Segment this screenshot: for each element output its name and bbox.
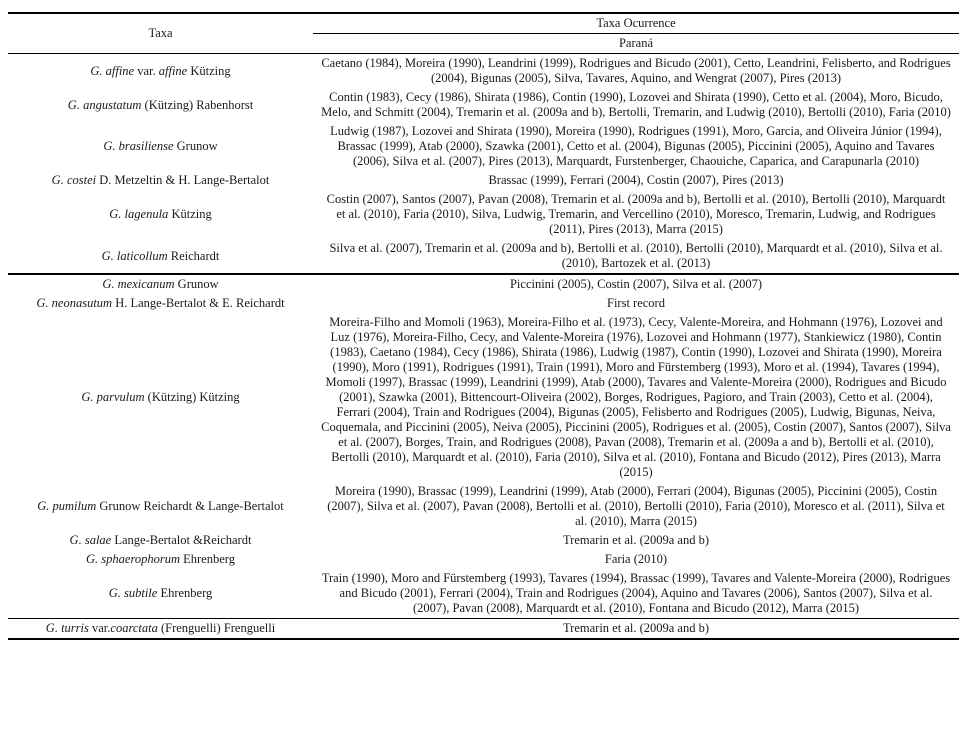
taxon-cell [8,88,313,122]
occurrence-cell: Train (1990), Moro and Fürstemberg (1993), Tavares (1994), Brassac (1999), Tavares and Valente-Moreira (2000), Rodrigues and Bicudo (2001), Ferrari (2004), Train and Rodrigues (2004), Aquino and Tavares (2006), Santos (2007), Silva et al. (2007), Pavan (2008), Marquardt et al. (2010), Fontana and Bicudo (2012), Marra (2015) [321,571,951,615]
column-subheader-region: Paraná [313,34,959,54]
taxon-author-text: Ehrenberg [180,552,235,566]
taxon-author-text: Ehrenberg [157,586,213,600]
taxon-name-italic: G. laticollum [101,248,168,263]
occurrence-cell: Ludwig (1987), Lozovei and Shirata (1990), Moreira (1990), Rodrigues (1991), Moro, Garcia, and Oliveira Júnior (1994), Brassac (1999), Atab (2000), Szawka (2001), Cetto et al. (2004), Bigunas (2005), Piccinini (2005), Aquino and Tavares (2006), Silva et al. (2007), Pires (2013), Marquardt, Furstenberger, Chaouiche, Caparica, and Carapunarla (2010) [330,124,942,168]
taxon-author-text: (Kützing) Rabenhorst [141,97,254,112]
table-row [8,619,959,640]
occurrence-cell: Tremarin et al. (2009a and b) [562,533,710,547]
taxon-cell [8,274,313,294]
table-row [8,171,959,190]
table-row [8,239,959,274]
table-header [8,13,959,54]
taxon-name-italic: G. costei [51,173,97,187]
header-row-1 [8,13,959,34]
table-row [8,190,959,239]
taxon-cell [8,569,313,619]
taxon-name-italic: G. lagenula [109,207,169,221]
occurrence-cell: Silva et al. (2007), Tremarin et al. (2009a and b), Bertolli et al. (2010), Bertolli (2010), Marquardt et al. (2010), Silva et al. (2010), Bartozek et al. (2013) [329,241,943,270]
table-row [8,294,959,313]
taxon-cell [8,122,313,171]
table-row [8,88,959,122]
taxon-author-text: H. Lange-Bertalot & E. Reichardt [112,296,285,310]
taxon-name-italic: G. subtile [108,586,158,600]
taxon-name-italic: G. salae [69,533,112,547]
taxon-author-text: Reichardt [167,248,220,263]
taxon-author-text: (Kützing) Kützing [144,390,240,404]
taxon-author-text: var. [134,63,159,78]
taxon-name-italic: G. brasiliense [103,139,174,153]
taxon-cell [8,294,313,313]
taxon-author-text: Kützing [187,63,231,78]
taxon-name-italic: G. turris [45,621,89,635]
table-row [8,482,959,531]
taxon-author-text: var. [88,621,111,635]
column-header-taxa: Taxa [8,13,313,54]
occurrence-cell: Brassac (1999), Ferrari (2004), Costin (2007), Pires (2013) [488,173,784,187]
taxon-name-italic: G. angustatum [67,97,142,112]
occurrence-cell: Caetano (1984), Moreira (1990), Leandrini (1999), Rodrigues and Bicudo (2001), Cetto, Leandrini, Felisberto, and Rodrigues (2004), Bigunas (2005), Silva, Tavares, Aquino, and Wengrat (2007), Pires (2013) [321,56,951,85]
occurrence-cell: Moreira (1990), Brassac (1999), Leandrini (1999), Atab (2000), Ferrari (2004), Bigunas (2005), Piccinini (2005), Costin (2007), Silva et al. (2007), Pavan (2008), Bertolli et al. (2010), Bertolli (2010), Faria (2010), Moresco et al. (2011), Silva et al. (2010), Marra (2015) [327,484,945,528]
table-row [8,122,959,171]
table-row [8,274,959,294]
taxon-cell [8,54,313,89]
taxon-cell [8,550,313,569]
occurrence-cell: Tremarin et al. (2009a and b) [313,619,959,640]
occurrence-cell: Piccinini (2005), Costin (2007), Silva et al. (2007) [313,274,959,294]
occurrence-cell: Costin (2007), Santos (2007), Pavan (2008), Tremarin et al. (2009a and b), Bertolli et al. (2010), Bertolli (2010), Marquardt et al. (2010), Faria (2010), Silva, Ludwig, Tremarin, and Vercellino (2010), Moresco, Tremarin, Ludwig, and Rodrigues (2011), Pires (2013), Marra (2015) [326,192,946,236]
taxon-cell [8,171,313,190]
taxon-cell [8,239,313,274]
column-header-occurrence: Taxa Ocurrence [313,13,959,34]
table-body [8,54,959,640]
occurrence-cell: Faria (2010) [604,552,668,566]
taxon-cell [8,482,313,531]
taxon-author-text: Kützing [168,207,212,221]
table-row [8,569,959,619]
taxon-name-italic: coarctata [110,621,158,635]
table-row [8,54,959,89]
taxon-cell [8,190,313,239]
taxon-author-text: Grunow [173,139,218,153]
table-row [8,531,959,550]
taxa-occurrence-table [8,12,959,640]
occurrence-cell: First record [607,296,665,310]
occurrence-cell: Moreira-Filho and Momoli (1963), Moreira-Filho et al. (1973), Cecy, Valente-Moreira, and Hohmann (1976), Lozovei and Luz (1976), Moreira-Filho, Cecy, and Valente-Moreira (1976), Lozovei and Hohmann (1977), Stankiewicz (1980), Contin (1983), Caetano (1984), Cecy (1986), Shirata (1986), Ludwig (1987), Contin (1990), Lozovei and Shirata (1990), Moreira (1990), Moro (1991), Rodrigues (1991), Train (1991), Moro and Fürstemberg (1993), Moro et al. (1994), Tavares (1994), Momoli (1997), Brassac (1999), Leandrini (1999), Atab (2000), Tavares and Valente-Moreira (2000), Rodrigues and Bicudo (2001), Szawka (2001), Bittencourt-Oliveira (2002), Borges, Rodrigues, Pagioro, and Train (2003), Cetto et al. (2004), Ferrari (2004), Train and Rodrigues (2004), Bigunas (2005), Felisberto and Rodrigues (2005), Ludwig, Bigunas, Neiva, Coquemala, and Piccinini (2005), Neiva (2005), Piccinini (2005), Rodrigues et al. (2005), Costin (2007), Santos (2007), Silva et al. (2007), Borges, Train, and Rodrigues (2008), Pavan (2008), Tremarin et al. (2009a a and b), Bertolli et al. (2010), Bertolli (2010), Marquardt et al. (2010), Faria (2010), Silva et al. (2010), Fontana and Bicudo (2012), Pires (2013), Marra (2015) [321,315,951,479]
taxon-author-text: (Frenguelli) Frenguelli [157,621,276,635]
taxon-name-italic: affine [158,63,188,78]
taxon-name-italic: G. affine [90,63,135,78]
taxon-cell [8,313,313,482]
taxon-cell [8,531,313,550]
taxon-author-text: Grunow Reichardt & Lange-Bertalot [96,499,284,513]
taxon-name-italic: G. parvulum [81,390,145,404]
taxon-name-italic: G. mexicanum [102,277,175,291]
taxon-name-italic: G. pumilum [37,499,97,513]
taxon-author-text: D. Metzeltin & H. Lange-Bertalot [96,173,270,187]
taxon-name-italic: G. sphaerophorum [86,552,180,566]
taxon-author-text: Grunow [174,277,219,291]
occurrence-cell: Contin (1983), Cecy (1986), Shirata (1986), Contin (1990), Lozovei and Shirata (1990), Cetto et al. (2004), Moro, Bicudo, Melo, and Schmitt (2004), Tremarin et al. (2009a and b), Bertolli, Tremarin, and Ludwig (2010), Bertolli (2010), Faria (2010) [321,90,951,119]
taxon-author-text: Lange-Bertalot &Reichardt [111,533,252,547]
taxon-cell [8,619,313,640]
taxon-name-italic: G. neonasutum [36,296,113,310]
table-row [8,313,959,482]
table-row [8,550,959,569]
